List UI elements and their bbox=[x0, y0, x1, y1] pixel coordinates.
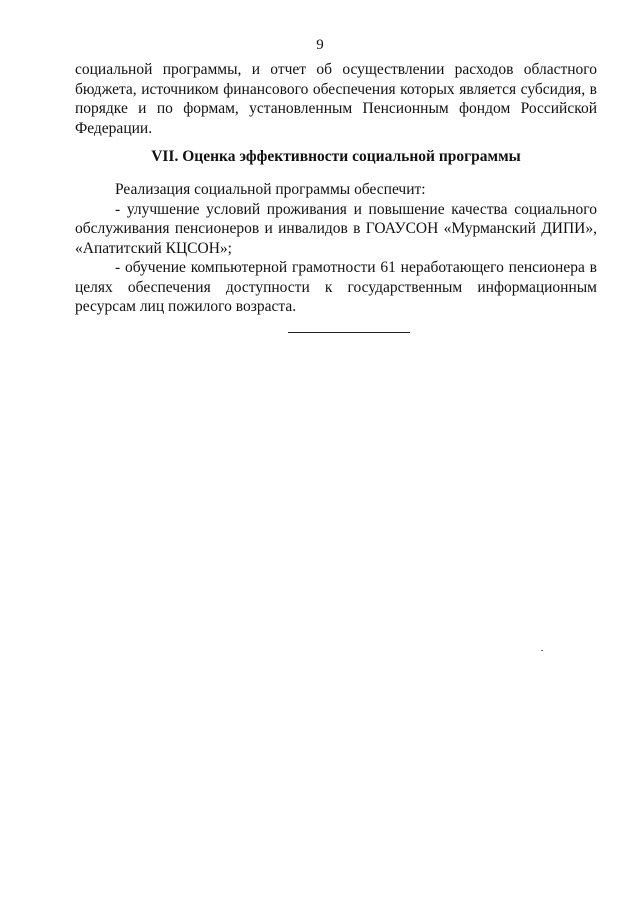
section-lead: Реализация социальной программы обеспечит: bbox=[115, 181, 426, 198]
end-divider bbox=[288, 332, 410, 333]
list-item: - обучение компьютерной грамотности 61 неработающего пенсионера в целях обеспечения доступности к государственным информационным ресурсам лиц пожилого возраста. bbox=[75, 259, 597, 315]
intro-paragraph: социальной программы, и отчет об осуществлении расходов областного бюджета, источником финансового обеспечения которых является субсидия, в порядке и по формам, установленным Пенсионным фондом Российской Федерации. bbox=[75, 61, 597, 137]
list-item: - улучшение условий проживания и повышение качества социального обслуживания пенсионеров и инвалидов в ГОАУСОН «Мурманский ДИПИ», «Апатитский КЦСОН»; bbox=[75, 200, 597, 257]
section-heading: VII. Оценка эффективности социальной программы bbox=[151, 148, 521, 165]
intro-section bbox=[75, 60, 597, 138]
page-number: 9 bbox=[316, 37, 324, 53]
scan-artifact bbox=[541, 650, 543, 651]
section-body bbox=[75, 180, 597, 317]
